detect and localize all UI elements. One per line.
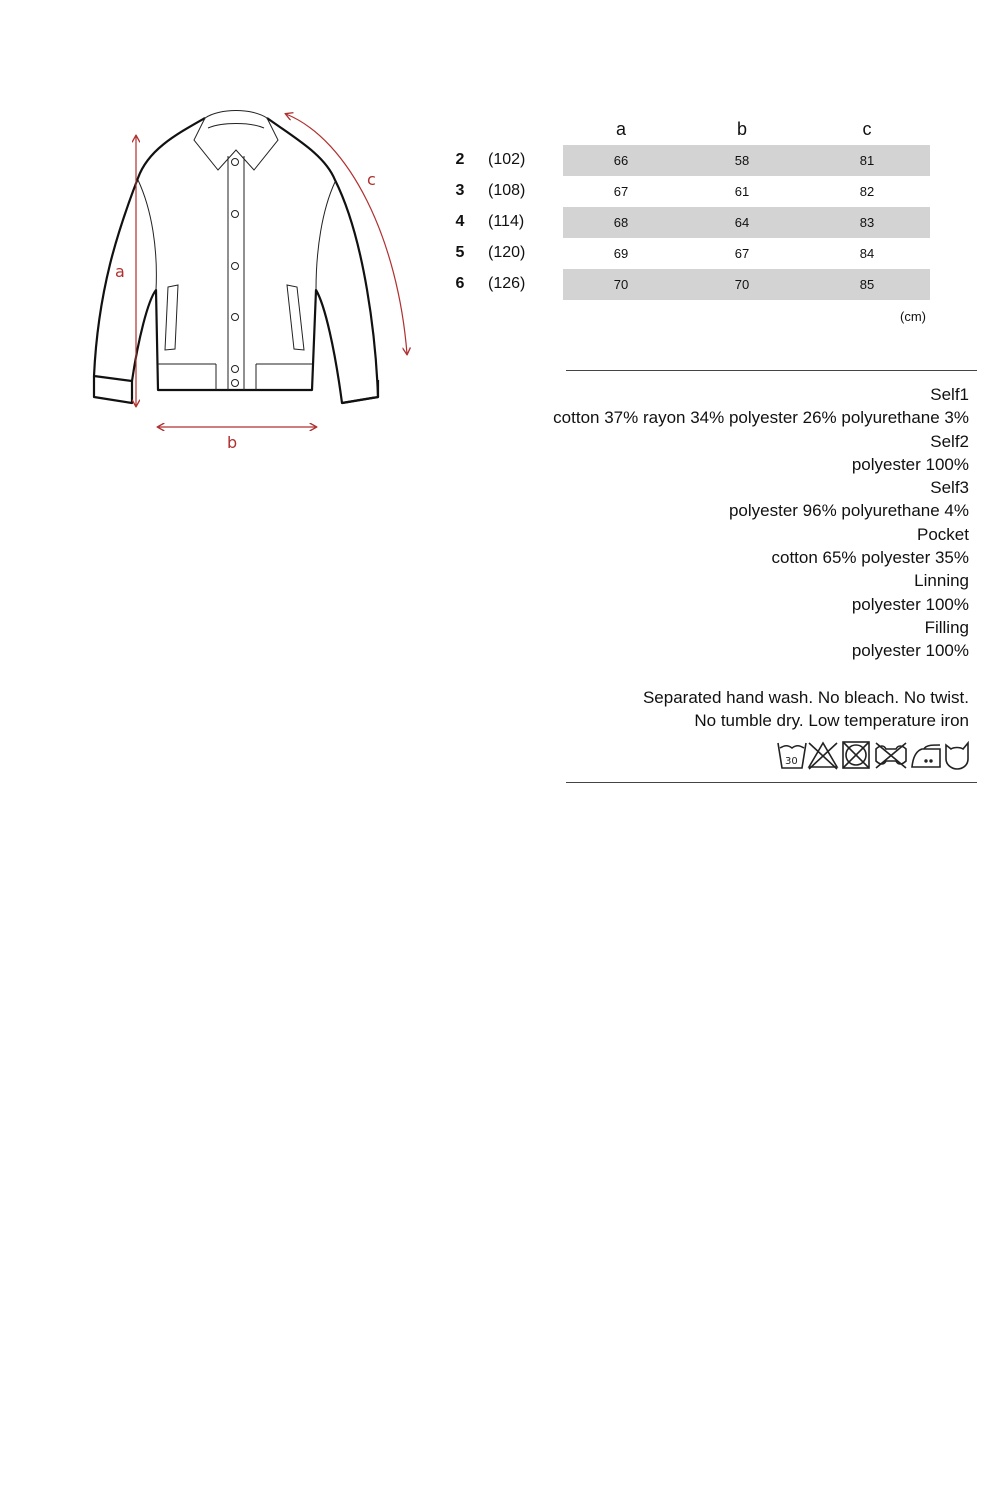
value-b: 67 — [734, 246, 750, 261]
value-a: 66 — [613, 153, 629, 168]
divider-top — [566, 370, 977, 371]
material-part: Self1 — [930, 385, 969, 404]
size-chest: (126) — [488, 275, 526, 292]
material-composition: cotton 37% rayon 34% polyester 26% polyurethane 3% — [553, 408, 969, 428]
material-composition: polyester 100% — [851, 594, 969, 614]
material-part: Pocket — [917, 524, 969, 544]
no-bleach-icon — [809, 743, 837, 769]
dimension-c-line — [286, 114, 407, 354]
size-chest: (114) — [488, 213, 525, 230]
value-a: 70 — [613, 277, 629, 292]
divider-bottom — [566, 782, 977, 783]
value-a: 68 — [613, 215, 629, 230]
care-icons — [776, 739, 971, 771]
material-part: Filling — [924, 617, 969, 637]
no-tumble-dry-icon — [843, 742, 869, 768]
value-b: 64 — [734, 215, 750, 230]
value-c: 84 — [859, 246, 875, 261]
svg-text:30: 30 — [785, 756, 798, 767]
table-row — [450, 176, 940, 207]
jacket-diagram — [80, 100, 420, 460]
table-row — [450, 269, 940, 300]
jacket-details — [138, 111, 335, 391]
material-composition: cotton 65% polyester 35% — [771, 548, 969, 568]
value-a: 69 — [613, 246, 629, 261]
value-c: 82 — [859, 184, 875, 199]
size-table-header — [450, 115, 940, 145]
dimension-lines — [136, 114, 407, 427]
material-part: Self2 — [930, 431, 969, 451]
value-b: 58 — [734, 153, 750, 168]
material-part: Self3 — [930, 478, 969, 498]
value-b: 61 — [734, 184, 750, 199]
dimension-a-label: a — [115, 262, 125, 281]
value-c: 83 — [859, 215, 875, 230]
material-composition: polyester 100% — [851, 454, 969, 474]
table-row — [450, 238, 940, 269]
material-part: Linning — [914, 571, 969, 591]
column-header-a: a — [615, 119, 626, 139]
unit-label: (cm) — [900, 309, 926, 324]
hand-wash-icon — [946, 743, 968, 769]
low-iron-icon — [912, 745, 940, 767]
size-number: 4 — [455, 213, 465, 230]
wash-30-icon — [778, 743, 806, 768]
size-table — [450, 115, 940, 324]
value-c: 81 — [859, 153, 875, 168]
material-composition: polyester 96% polyurethane 4% — [728, 501, 969, 521]
dimension-b-label: b — [227, 433, 238, 452]
size-number: 3 — [455, 182, 465, 199]
materials-list — [509, 383, 969, 663]
size-number: 6 — [455, 275, 465, 292]
dimension-c-label: c — [367, 170, 376, 189]
material-composition: polyester 100% — [851, 641, 969, 661]
no-wring-icon — [876, 743, 906, 768]
size-number: 2 — [455, 151, 465, 168]
value-a: 67 — [613, 184, 629, 199]
value-b: 70 — [734, 277, 750, 292]
size-chest: (108) — [488, 182, 526, 199]
jacket-outline — [94, 118, 378, 403]
care-line: No tumble dry. Low temperature iron — [694, 711, 969, 731]
column-header-b: b — [736, 119, 747, 139]
table-row — [450, 207, 940, 238]
value-c: 85 — [859, 277, 875, 292]
care-line: Separated hand wash. No bleach. No twist. — [642, 688, 969, 707]
size-chest: (120) — [488, 244, 526, 261]
size-number: 5 — [455, 244, 465, 261]
size-chest: (102) — [488, 151, 526, 168]
column-header-c: c — [862, 119, 872, 139]
table-row — [450, 145, 940, 176]
care-instructions — [509, 686, 969, 733]
